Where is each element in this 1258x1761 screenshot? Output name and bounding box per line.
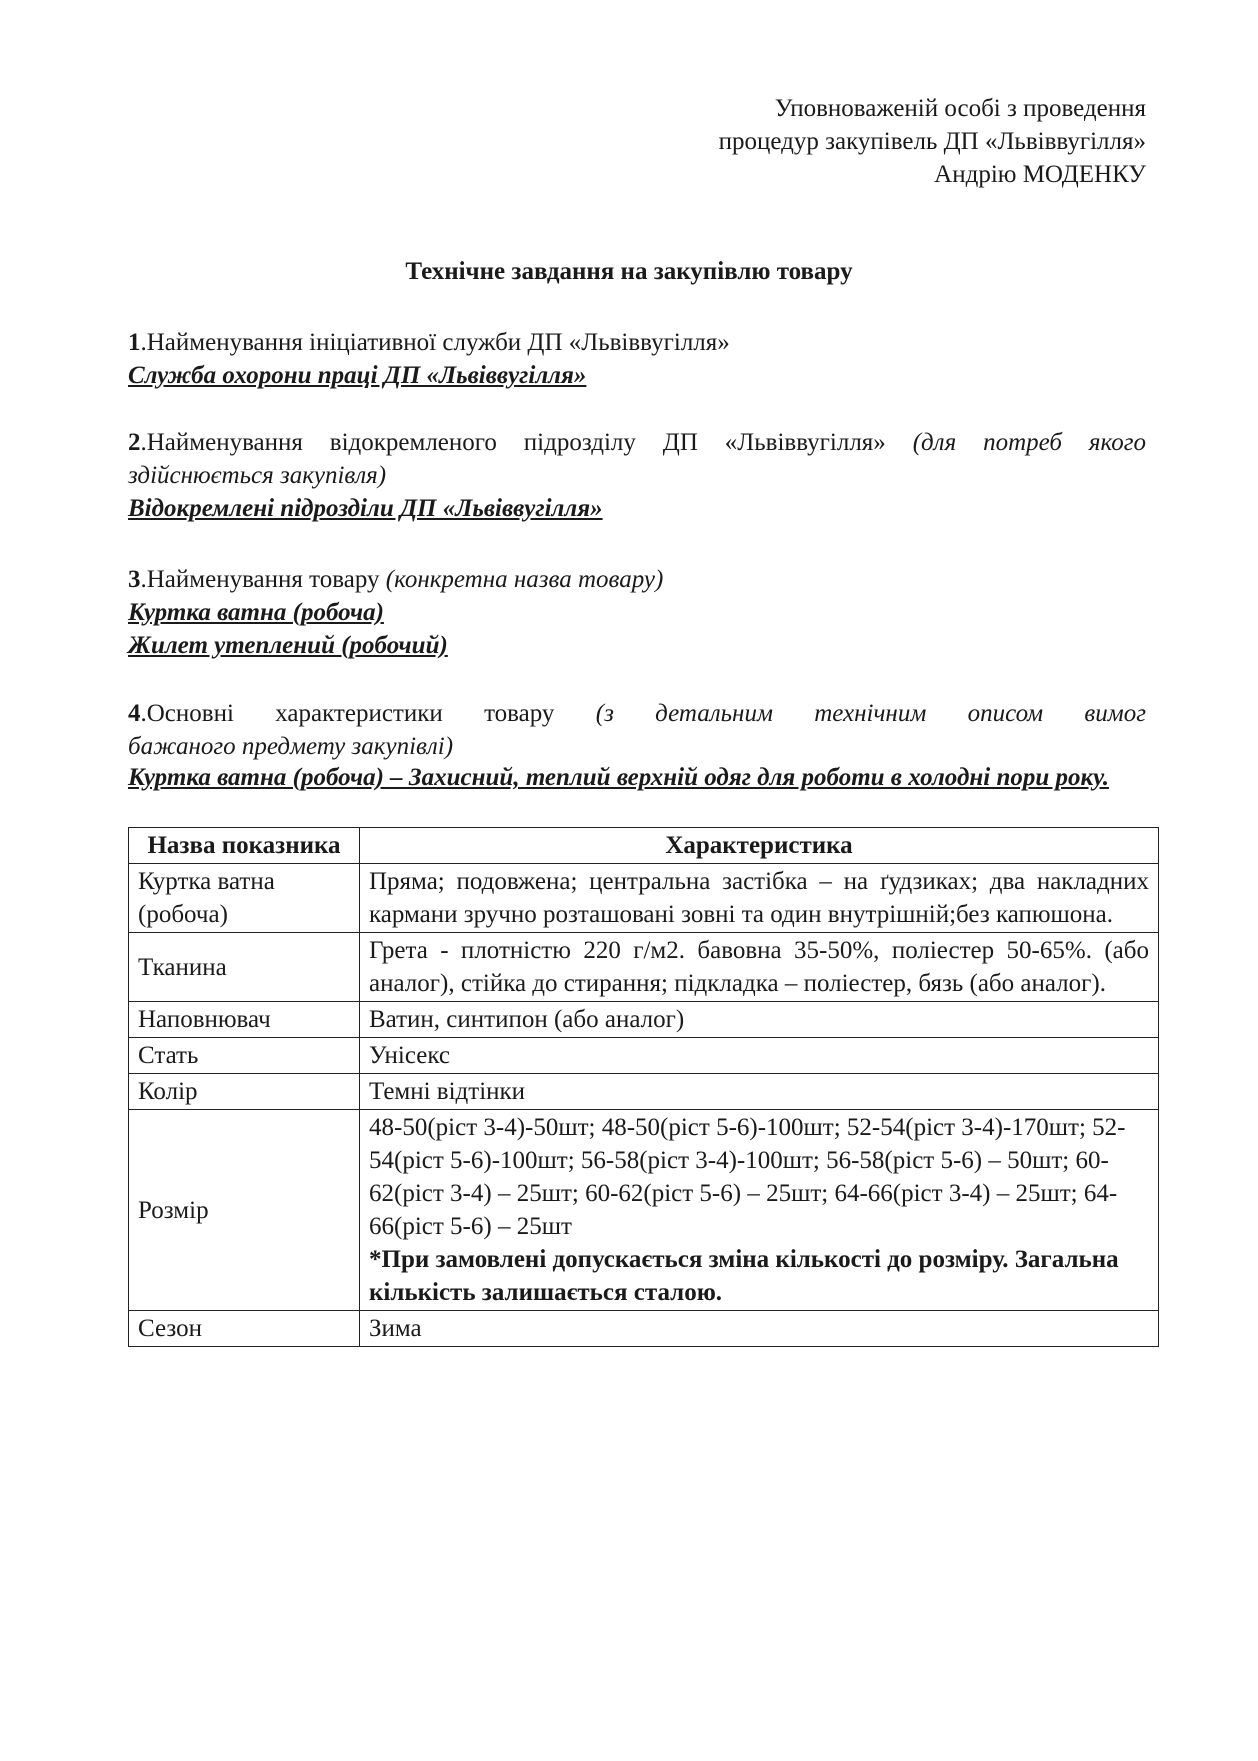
section-3-number: 3 <box>128 566 141 593</box>
addressee-line-3: Андрію МОДЕНКУ <box>934 161 1146 188</box>
section-4-note-2: бажаного предмету закупівлі) <box>128 733 454 760</box>
specification-table <box>128 827 1159 1347</box>
section-4-heading: .Основні характеристики товару <box>140 700 596 727</box>
table-row <box>129 1074 1159 1110</box>
addressee-line-1: Уповноваженій особі з проведення <box>774 95 1146 122</box>
header-indicator-name: Назва показника <box>129 828 360 864</box>
header-characteristic: Характеристика <box>360 828 1159 864</box>
section-3-answer-2: Жилет утеплений (робочий) <box>128 632 448 659</box>
row-label: Наповнювач <box>129 1002 360 1038</box>
table-row <box>129 1110 1159 1311</box>
size-list: 48-50(ріст 3-4)-50шт; 48-50(ріст 5-6)-100шт; 52-54(ріст 3-4)-170шт; 52-54(ріст 5-6)-100шт; 56-58(ріст 3-4)-100шт; 56-58(ріст 5-6) – 50шт; 60-62(ріст 3-4) – 25шт; 60-62(ріст 5-6) – 25шт; 64-66(ріст 3-4) – 25шт; 64-66(ріст 5-6) – 25шт <box>369 1114 1126 1240</box>
row-label: Розмір <box>129 1110 360 1311</box>
section-2-note: (для потреб якого здійснюється закупівля) <box>128 429 1146 489</box>
table-row <box>129 1002 1159 1038</box>
section-4 <box>128 697 1146 793</box>
addressee-line-2: процедур закупівель ДП «Львіввугілля» <box>718 128 1146 155</box>
section-2-answer: Відокремлені підрозділи ДП «Львіввугілля» <box>128 495 603 522</box>
section-2-number: 2 <box>128 429 141 456</box>
section-3-answer-1: Куртка ватна (робоча) <box>128 599 384 626</box>
table-header-row <box>129 828 1159 864</box>
row-label: Стать <box>129 1038 360 1074</box>
section-4-answer: Куртка ватна (робоча) – Захисний, теплий верхній одяг для роботи в холодні пори року. <box>128 764 1109 791</box>
table-row <box>129 864 1159 933</box>
section-4-number: 4 <box>128 700 141 727</box>
section-3 <box>128 563 1146 662</box>
row-value-cell <box>360 1110 1159 1311</box>
row-label: Колір <box>129 1074 360 1110</box>
section-1-heading: .Найменування ініціативної служби ДП «Львіввугілля» <box>140 329 730 356</box>
table-row <box>129 933 1159 1002</box>
row-value: Ватин, синтипон (або аналог) <box>360 1002 1159 1038</box>
section-2 <box>128 426 1146 525</box>
document-title: Технічне завдання на закупівлю товару <box>405 258 853 285</box>
section-4-note-1: (з детальним технічним описом вимог <box>595 700 1146 727</box>
section-1-number: 1 <box>128 329 141 356</box>
section-2-heading: .Найменування відокремленого підрозділу ДП «Львіввугілля» <box>140 429 913 456</box>
row-label: Тканина <box>129 933 360 1002</box>
row-value: Унісекс <box>360 1038 1159 1074</box>
table-row <box>129 1038 1159 1074</box>
row-label: Сезон <box>129 1311 360 1347</box>
section-1-answer: Служба охорони праці ДП «Львіввугілля» <box>128 362 587 389</box>
section-3-heading: .Найменування товару <box>140 566 386 593</box>
row-value: Зима <box>360 1311 1159 1347</box>
row-value: Пряма; подовжена; центральна застібка – на ґудзиках; два накладних кармани зручно розташовані зовні та один внутрішній;без капюшона. <box>360 864 1159 933</box>
row-value: Темні відтінки <box>360 1074 1159 1110</box>
row-label: Куртка ватна (робоча) <box>129 864 360 933</box>
addressee-block <box>719 92 1146 191</box>
section-3-note: (конкретна назва товару) <box>385 566 664 593</box>
row-value: Грета - плотністю 220 г/м2. бавовна 35-50%, поліестер 50-65%. (або аналог), стійка до стирання; підкладка – поліестер, бязь (або аналог). <box>360 933 1159 1002</box>
table-row <box>129 1311 1159 1347</box>
section-1 <box>128 326 1146 392</box>
size-note: *При замовлені допускається зміна кількості до розміру. Загальна кількість залишається сталою. <box>369 1246 1119 1306</box>
